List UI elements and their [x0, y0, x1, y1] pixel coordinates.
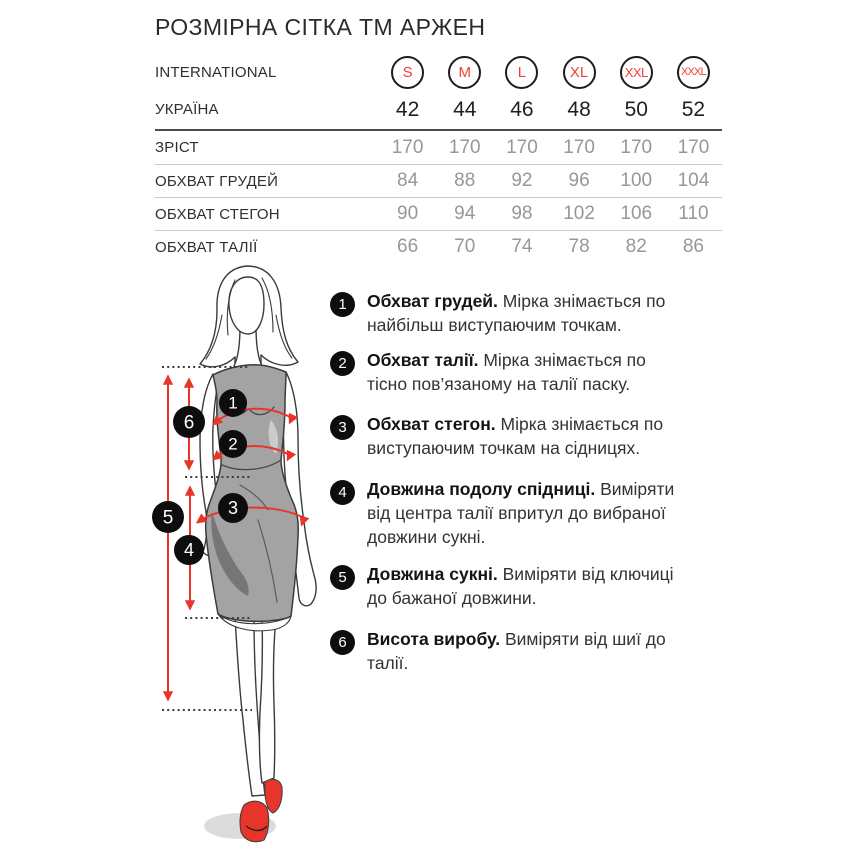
cell-value: 170 [677, 136, 710, 158]
cell-value: 106 [620, 203, 653, 224]
size-circle [391, 56, 424, 89]
table-row-height [155, 131, 722, 164]
table-row-ukraine [155, 90, 722, 129]
legend-text [367, 477, 682, 549]
page-title: РОЗМІРНА СІТКА ТМ АРЖЕН [155, 14, 486, 40]
legend-term: Довжина сукні. [367, 564, 498, 584]
ukraine-size: 44 [453, 97, 477, 121]
cell-value: 78 [568, 236, 590, 257]
table-row-waist [155, 230, 722, 263]
row-label: ОБХВАТ ТАЛІЇ [155, 238, 258, 256]
marker-3 [218, 493, 248, 523]
row-label: ОБХВАТ СТЕГОН [155, 205, 280, 223]
legend-desc: Виміряти від центра талії впритул до вибраної довжини сукні. [367, 479, 675, 547]
row-label: ЗРІСТ [155, 139, 199, 156]
legend-text [367, 412, 682, 460]
cell-value: 84 [397, 170, 419, 191]
svg-text:5: 5 [162, 507, 174, 529]
marker-1 [219, 389, 247, 417]
marker-6 [173, 406, 205, 438]
legend-number-badge: 3 [330, 415, 355, 440]
legend-number-badge: 5 [330, 565, 355, 590]
legend-number-badge: 6 [330, 630, 355, 655]
cell-value: 82 [625, 236, 647, 257]
legend-text [367, 289, 682, 337]
legend-desc: Мірка знімається по виступаючим точкам на сідницях. [367, 414, 664, 458]
legend-term: Висота виробу. [367, 629, 501, 649]
ukraine-size: 48 [567, 97, 591, 121]
legend-item-skirt-length [330, 477, 682, 549]
table-body [155, 129, 722, 263]
size-cell [379, 56, 436, 89]
size-circle [448, 56, 481, 89]
ukraine-size: 50 [624, 97, 648, 121]
cell-value: 92 [511, 170, 533, 191]
svg-text:4: 4 [183, 540, 195, 560]
legend-number-badge: 2 [330, 351, 355, 376]
size-cell [493, 56, 550, 89]
row-label-international: INTERNATIONAL [155, 63, 277, 81]
legend-desc: Мірка знімається по тісно пов’язаному на талії паску. [367, 350, 646, 394]
cell-value: 96 [568, 170, 590, 191]
legend-term: Обхват грудей. [367, 291, 498, 311]
legend-desc: Виміряти від ключиці до бажаної довжини. [367, 564, 674, 608]
ukraine-size: 52 [681, 97, 706, 121]
size-circle [677, 56, 710, 89]
cell-value: 90 [397, 203, 419, 224]
row-label-ukraine: УКРАЇНА [155, 101, 219, 118]
cell-value: 74 [511, 236, 533, 257]
cell-value: 170 [506, 136, 538, 158]
legend-desc: Мірка знімається по найбільш виступаючим точкам. [367, 291, 666, 335]
cell-value: 98 [511, 203, 533, 224]
figure-illustration [140, 260, 340, 850]
size-cell [665, 56, 722, 89]
cell-value: 102 [563, 203, 595, 224]
ukraine-size: 42 [395, 97, 420, 121]
cell-value: 86 [682, 236, 704, 257]
legend-item-dress-length [330, 562, 682, 610]
size-letter: S [402, 63, 413, 81]
cell-value: 170 [448, 136, 481, 158]
size-letter: XXL [624, 64, 648, 80]
cell-value: 66 [397, 236, 419, 257]
table-row-chest [155, 164, 722, 197]
table-row-international [155, 54, 722, 90]
svg-text:1: 1 [228, 393, 238, 413]
cell-value: 94 [454, 203, 476, 224]
size-cell [551, 56, 608, 89]
cell-value: 170 [391, 136, 424, 158]
marker-2 [219, 430, 247, 458]
woman-drawing [200, 266, 316, 796]
cell-value: 170 [620, 136, 653, 158]
size-circle [505, 56, 538, 89]
cell-value: 170 [563, 136, 595, 158]
cell-value: 100 [620, 170, 653, 191]
row-label: ОБХВАТ ГРУДЕЙ [155, 172, 279, 190]
legend-item-waist [330, 348, 682, 396]
size-letter: L [517, 63, 527, 81]
face [229, 277, 264, 334]
size-table [155, 54, 722, 263]
cell-value: 70 [454, 236, 476, 257]
table-row-hips [155, 197, 722, 230]
svg-text:2: 2 [228, 434, 238, 454]
size-cell [608, 56, 665, 89]
legend-desc: Виміряти від шиї до талії. [367, 629, 666, 673]
size-circle [563, 56, 596, 89]
right-leg [259, 618, 276, 783]
marker-5 [152, 501, 184, 533]
legend-item-product-height [330, 627, 682, 675]
legend-term: Обхват стегон. [367, 414, 496, 434]
legend-item-hips [330, 412, 682, 460]
marker-4 [174, 535, 204, 565]
legend-number-badge: 4 [330, 480, 355, 505]
legend-item-chest [330, 289, 682, 337]
left-shoe [240, 801, 269, 842]
size-letter: XXXL [680, 65, 706, 78]
legend-term: Обхват талії. [367, 350, 479, 370]
legend-text [367, 348, 682, 396]
cell-value: 110 [678, 203, 709, 224]
svg-text:3: 3 [227, 498, 239, 518]
size-cell [436, 56, 493, 89]
legend-text [367, 562, 682, 610]
cell-value: 104 [677, 170, 710, 191]
size-circle [620, 56, 653, 89]
svg-text:6: 6 [183, 412, 195, 434]
size-letter: M [458, 63, 471, 81]
size-letter: XL [569, 63, 589, 81]
legend-term: Довжина подолу спідниці. [367, 479, 596, 499]
ukraine-size: 46 [510, 97, 534, 121]
cell-value: 88 [454, 170, 476, 191]
legend-text [367, 627, 682, 675]
legend-number-badge: 1 [330, 292, 355, 317]
